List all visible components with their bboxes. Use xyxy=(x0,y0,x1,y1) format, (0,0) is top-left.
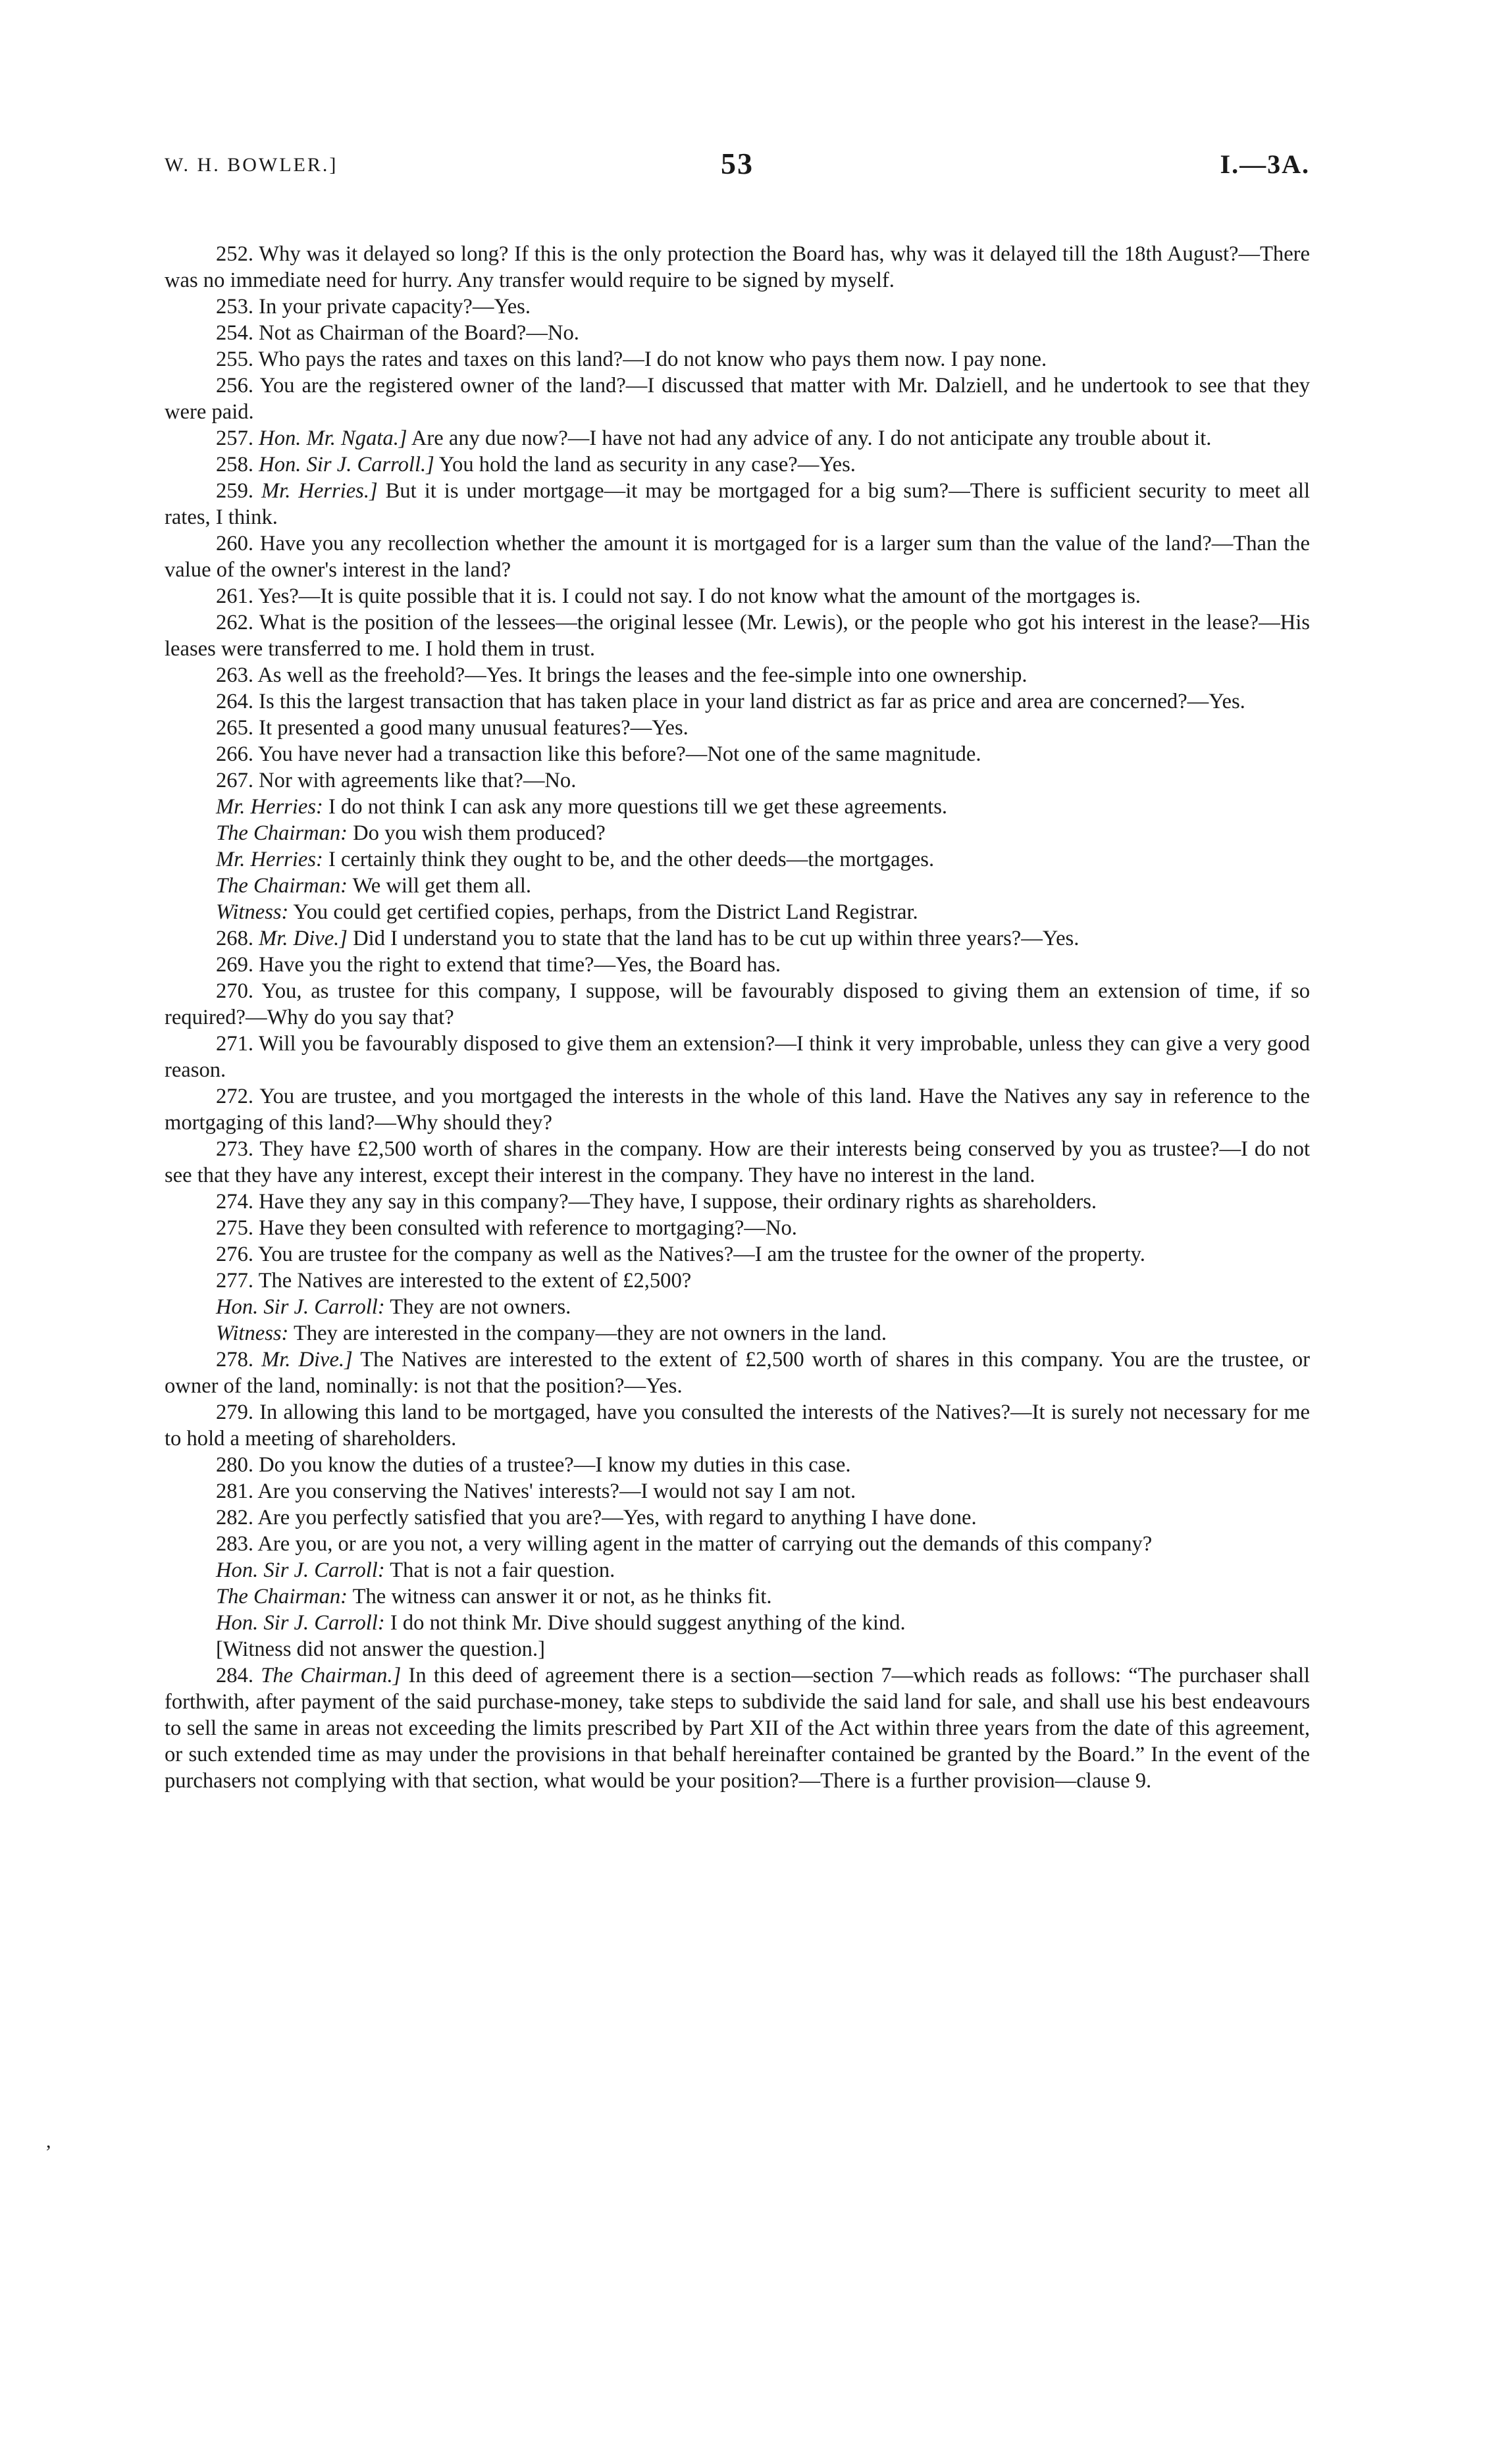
paragraph-text: 267. Nor with agreements like that?—No. xyxy=(216,769,577,792)
speaker-name: Hon. Sir J. Carroll: xyxy=(216,1611,385,1635)
question-number: 284. xyxy=(216,1664,254,1687)
paragraph-text: 262. What is the position of the lessees—the original lessee (Mr. Lewis), or the people who got his interest in the lease?—His leases were transferred to me. I hold them in trust. xyxy=(165,611,1310,661)
question-answer xyxy=(165,1268,1310,1294)
question-answer xyxy=(165,662,1310,688)
paragraph-text: 282. Are you perfectly satisfied that you are?—Yes, with regard to anything I have done. xyxy=(216,1506,977,1529)
paragraph-text: 280. Do you know the duties of a trustee?—I know my duties in this case. xyxy=(216,1453,851,1477)
question-answer xyxy=(165,1215,1310,1241)
paragraph-text: You could get certified copies, perhaps, from the District Land Registrar. xyxy=(288,900,918,924)
question-number: 268. xyxy=(216,927,254,950)
paragraph-text: I do not think I can ask any more questions till we get these agreements. xyxy=(323,795,948,819)
question-answer xyxy=(165,372,1310,425)
paragraph-text: 281. Are you conserving the Natives' interests?—I would not say I am not. xyxy=(216,1479,856,1503)
paragraph-text: 252. Why was it delayed so long? If this is the only protection the Board has, why was it delayed till the 18th August?—There was no immediate need for hurry. Any transfer would require to be signed by myself. xyxy=(165,242,1310,292)
paragraph-text: 261. Yes?—It is quite possible that it is. I could not say. I do not know what the amount of the mortgages is. xyxy=(216,584,1141,608)
question-answer xyxy=(165,478,1310,530)
speaker-name: Hon. Sir J. Carroll.] xyxy=(259,453,434,476)
paragraph-text: 279. In allowing this land to be mortgaged, have you consulted the interests of the Natives?—It is surely not necessary for me to hold a meeting of shareholders. xyxy=(165,1400,1310,1450)
paragraph-text: 266. You have never had a transaction like this before?—Not one of the same magnitude. xyxy=(216,742,981,766)
speaker-name: Hon. Sir J. Carroll: xyxy=(216,1558,385,1582)
margin-mark: , xyxy=(46,2130,51,2152)
paragraph-text: 260. Have you any recollection whether the amount it is mortgaged for is a larger sum than the value of the land?—Than the value of the owner's interest in the land? xyxy=(165,532,1310,582)
paragraph-text: Do you wish them produced? xyxy=(348,821,606,845)
speaker-line xyxy=(165,899,1310,925)
paragraph-text: We will get them all. xyxy=(348,874,532,898)
paragraph-text: But it is under mortgage—it may be mortgaged for a big sum?—There is sufficient security to meet all rates, I think. xyxy=(165,479,1310,529)
question-answer xyxy=(165,741,1310,767)
speaker-line xyxy=(165,1320,1310,1347)
question-number: 258. xyxy=(216,453,254,476)
question-answer xyxy=(165,1504,1310,1531)
question-answer xyxy=(165,1189,1310,1215)
question-answer xyxy=(165,1478,1310,1504)
speaker-name: The Chairman: xyxy=(216,874,348,898)
speaker-line xyxy=(165,1583,1310,1610)
question-answer xyxy=(165,688,1310,715)
paragraph-text: 272. You are trustee, and you mortgaged the interests in the whole of this land. Have the Natives any say in reference to the mortgaging of this land?—Why should they? xyxy=(165,1085,1310,1135)
question-answer xyxy=(165,1452,1310,1478)
question-number: 257. xyxy=(216,426,254,450)
speaker-line xyxy=(165,1294,1310,1320)
question-answer xyxy=(165,530,1310,583)
paragraph-text: That is not a fair question. xyxy=(384,1558,615,1582)
paragraph-text: 264. Is this the largest transaction that has taken place in your land district as far as price and area are concerned?—Yes. xyxy=(216,690,1245,713)
speaker-name: Mr. Herries: xyxy=(216,848,323,871)
paragraph-text: 256. You are the registered owner of the land?—I discussed that matter with Mr. Dalziell, and he undertook to see that they were paid. xyxy=(165,374,1310,424)
paragraph-text: 255. Who pays the rates and taxes on this land?—I do not know who pays them now. I pay none. xyxy=(216,347,1047,371)
speaker-name: Mr. Dive.] xyxy=(259,927,348,950)
paragraph-text: 263. As well as the freehold?—Yes. It brings the leases and the fee-simple into one ownership. xyxy=(216,663,1028,687)
paragraph-text: 274. Have they any say in this company?—They have, I suppose, their ordinary rights as shareholders. xyxy=(216,1190,1097,1214)
paragraph-text: Did I understand you to state that the land has to be cut up within three years?—Yes. xyxy=(348,927,1080,950)
paragraph-text: Are any due now?—I have not had any advice of any. I do not anticipate any trouble about it. xyxy=(407,426,1212,450)
speaker-name: Witness: xyxy=(216,900,289,924)
question-answer xyxy=(165,1241,1310,1268)
page-header xyxy=(165,146,1310,186)
question-answer xyxy=(165,451,1310,478)
question-number: 278. xyxy=(216,1348,254,1372)
paragraph-text: 273. They have £2,500 worth of shares in the company. How are their interests being conserved by you as trustee?—I do not see that they have any interest, except their interest in the company. They have no interest in the land. xyxy=(165,1137,1310,1187)
paragraph-text: I certainly think they ought to be, and the other deeds—the mortgages. xyxy=(323,848,935,871)
speaker-line xyxy=(165,846,1310,873)
question-answer xyxy=(165,978,1310,1031)
question-answer xyxy=(165,1083,1310,1136)
paragraph-text: 271. Will you be favourably disposed to give them an extension?—I think it very improbable, unless they can give a very good reason. xyxy=(165,1032,1310,1082)
speaker-name: The Chairman.] xyxy=(261,1664,402,1687)
question-answer xyxy=(165,1347,1310,1399)
paragraph-text: The Natives are interested to the extent of £2,500 worth of shares in this company. You are the trustee, or owner of the land, nominally: is not that the position?—Yes. xyxy=(165,1348,1310,1398)
question-answer xyxy=(165,715,1310,741)
speaker-line xyxy=(165,820,1310,846)
page-number: 53 xyxy=(721,147,754,180)
question-answer xyxy=(165,767,1310,794)
paragraph-text: 254. Not as Chairman of the Board?—No. xyxy=(216,321,579,345)
question-answer xyxy=(165,1136,1310,1189)
speaker-name: Mr. Herries.] xyxy=(261,479,378,503)
question-answer xyxy=(165,1031,1310,1083)
paragraph-text: They are interested in the company—they are not owners in the land. xyxy=(288,1322,887,1345)
speaker-name: Hon. Mr. Ngata.] xyxy=(259,426,407,450)
paragraph-text: They are not owners. xyxy=(384,1295,571,1319)
speaker-line xyxy=(165,794,1310,820)
speaker-name: The Chairman: xyxy=(216,821,348,845)
paragraph-text: In this deed of agreement there is a section—section 7—which reads as follows: “The purchaser shall forthwith, after payment of the said purchase-money, take steps to subdivide the said land for sale, and shall use his best endeavours to sell the same in areas not exceeding the limits prescribed by Part XII of the Act within three years from the date of this agreement, or such extended time as may under the provisions in that behalf hereinafter contained be granted by the Board.” In the event of the purchasers not complying with that section, what would be your position?—There is a further provision—clause 9. xyxy=(165,1664,1310,1793)
question-answer xyxy=(165,925,1310,952)
question-answer xyxy=(165,583,1310,609)
paragraph-text: 275. Have they been consulted with reference to mortgaging?—No. xyxy=(216,1216,797,1240)
question-answer xyxy=(165,952,1310,978)
speaker-line xyxy=(165,1610,1310,1636)
paragraph-text: I do not think Mr. Dive should suggest anything of the kind. xyxy=(384,1611,906,1635)
page-body xyxy=(165,241,1310,1794)
paragraph-text: 265. It presented a good many unusual features?—Yes. xyxy=(216,716,689,740)
question-answer xyxy=(165,609,1310,662)
document-reference: I.—3A. xyxy=(1220,149,1310,179)
speaker-name: Mr. Herries: xyxy=(216,795,323,819)
paragraph-text: You hold the land as security in any case?—Yes. xyxy=(434,453,856,476)
question-answer xyxy=(165,1662,1310,1794)
speaker-line xyxy=(165,873,1310,899)
speaker-name: Witness: xyxy=(216,1322,289,1345)
question-number: 259. xyxy=(216,479,254,503)
paragraph-text: 283. Are you, or are you not, a very willing agent in the matter of carrying out the demands of this company? xyxy=(216,1532,1153,1556)
speaker-name: Hon. Sir J. Carroll: xyxy=(216,1295,385,1319)
paragraph-text: [Witness did not answer the question.] xyxy=(216,1637,545,1661)
speaker-name: Mr. Dive.] xyxy=(261,1348,353,1372)
header-witness-name: W. H. BOWLER.] xyxy=(165,154,338,176)
question-answer xyxy=(165,1399,1310,1452)
speaker-name: The Chairman: xyxy=(216,1585,348,1608)
speaker-line xyxy=(165,1557,1310,1583)
question-answer xyxy=(165,294,1310,320)
question-answer xyxy=(165,425,1310,451)
question-answer xyxy=(165,346,1310,372)
paragraph-text: 269. Have you the right to extend that time?—Yes, the Board has. xyxy=(216,953,781,977)
paragraph-text: 270. You, as trustee for this company, I suppose, will be favourably disposed to giving them an extension of time, if so required?—Why do you say that? xyxy=(165,979,1310,1029)
paragraph-text: The witness can answer it or not, as he thinks fit. xyxy=(348,1585,772,1608)
paragraph-text: 277. The Natives are interested to the extent of £2,500? xyxy=(216,1269,692,1293)
question-answer xyxy=(165,241,1310,294)
paragraph-text: 276. You are trustee for the company as well as the Natives?—I am the trustee for the owner of the property. xyxy=(216,1243,1145,1266)
paragraph-text: 253. In your private capacity?—Yes. xyxy=(216,295,531,319)
bracket-note xyxy=(165,1636,1310,1662)
question-answer xyxy=(165,1531,1310,1557)
question-answer xyxy=(165,320,1310,346)
